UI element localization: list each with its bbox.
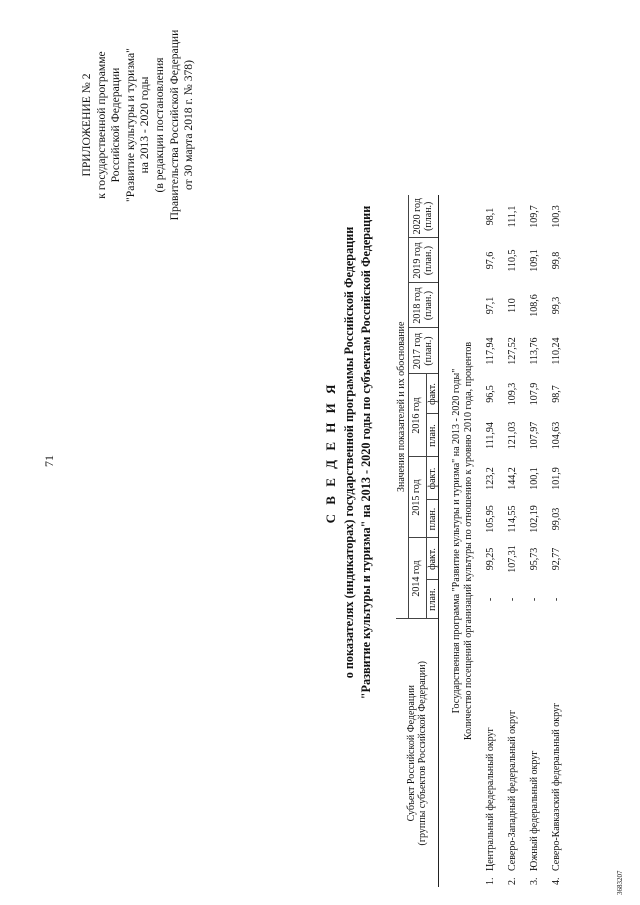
year-header: 2016 год (408, 374, 426, 457)
year-header: 2018 год (план.) (408, 283, 439, 328)
cell: 123,2 (485, 467, 497, 490)
cell: 144,2 (507, 467, 519, 490)
header-row-1 (396, 195, 408, 887)
year-header: 2017 год (план.) (408, 328, 439, 374)
appendix-line: Правительства Российской Федерации (167, 29, 181, 221)
cell: 107,31 (507, 545, 519, 573)
cell: 105,95 (485, 505, 497, 533)
appendix-line: Российской Федерации (109, 67, 123, 183)
row-subject: Южный федеральный округ (529, 750, 541, 871)
cell: - (485, 597, 497, 602)
cell: 107,9 (529, 382, 541, 406)
cell: 98,7 (551, 385, 563, 403)
plan-header: план. (426, 500, 439, 538)
values-header: Значения показателей и их обоснование (396, 195, 408, 619)
appendix-line: на 2013 - 2020 годы (138, 76, 152, 174)
cell: 114,55 (507, 505, 519, 533)
section-row (439, 195, 463, 887)
indicator-title: Количество посещений организаций культуры по отношению к уровню 2010 года, процентов (462, 341, 474, 741)
cell: 101,9 (551, 467, 563, 490)
cell: 97,1 (485, 296, 497, 315)
cell: 102,19 (529, 505, 541, 533)
document-title-line-2: "Развитие культуры и туризма" на 2013 - 2020 годы по субъектам Российской Федерации (359, 205, 373, 700)
appendix-line: от 30 марта 2018 г. № 378) (182, 60, 196, 190)
document-title-line-1: о показателях (индикаторах) государственной программы Российской Федерации (342, 226, 356, 679)
document-code: 3683207 (616, 870, 624, 895)
cell: 100,3 (551, 205, 563, 228)
cell: - (507, 597, 519, 602)
row-subject: Центральный федеральный округ (485, 727, 497, 871)
cell: - (529, 597, 541, 602)
row-subject: Северо-Кавказский федеральный округ (551, 702, 563, 871)
row-number: 1. (485, 877, 497, 885)
cell: 110,5 (507, 249, 519, 272)
row-number: 2. (507, 877, 519, 885)
page-number: 71 (42, 455, 56, 467)
indicator-row (463, 195, 481, 887)
cell: 99,03 (551, 507, 563, 531)
cell: 97,6 (485, 251, 497, 270)
cell: 99,25 (485, 547, 497, 571)
plan-header: план. (426, 580, 439, 619)
section-title: Государственная программа "Развитие культуры и туризма" на 2013 - 2020 годы" (451, 368, 462, 714)
year-header: 2020 год (план.) (408, 195, 439, 238)
fact-header: факт. (426, 457, 439, 500)
cell: 104,63 (551, 421, 563, 450)
cell: 121,03 (507, 421, 519, 450)
cell: 110,24 (551, 337, 563, 365)
row-subject: Северо-Западный федеральный округ (507, 710, 519, 871)
year-header: 2015 год (408, 457, 426, 538)
cell: 127,52 (507, 337, 519, 365)
cell: 95,73 (529, 547, 541, 571)
cell: 99,8 (551, 251, 563, 270)
row-number: 3. (529, 877, 541, 885)
appendix-line: "Развитие культуры и туризма" (123, 48, 137, 202)
appendix-line: ПРИЛОЖЕНИЕ № 2 (80, 73, 93, 177)
appendix-line: к государственной программе (94, 51, 108, 199)
plan-header: план. (426, 414, 439, 457)
cell: 99,3 (551, 296, 563, 315)
appendix-block (80, 5, 197, 245)
fact-header: факт. (426, 374, 439, 414)
cell: 111,1 (507, 205, 519, 228)
cell: 111,94 (485, 422, 497, 449)
cell: 107,97 (529, 421, 541, 450)
table-row (502, 195, 524, 887)
cell: 100,1 (529, 467, 541, 490)
indicators-table (396, 195, 568, 887)
year-header: 2019 год (план.) (408, 238, 439, 283)
cell: 92,77 (551, 547, 563, 571)
table-row (546, 195, 568, 887)
table-row (480, 195, 502, 887)
row-number: 4. (551, 877, 563, 885)
subject-header: Субъект Российской Федерации (группы субъектов Российской Федерации) (396, 619, 439, 887)
document-heading: С В Е Д Е Н И Я (323, 381, 338, 524)
cell: 98,1 (485, 207, 497, 226)
table-row (524, 195, 546, 887)
cell: 96,5 (485, 385, 497, 403)
appendix-line: (в редакции постановления (152, 57, 166, 193)
cell: 109,1 (529, 249, 541, 272)
cell: 117,94 (485, 337, 497, 365)
cell: 108,6 (529, 294, 541, 317)
cell: - (551, 597, 563, 602)
cell: 109,3 (507, 382, 519, 406)
cell: 109,7 (529, 205, 541, 228)
cell: 110 (507, 298, 519, 313)
year-header: 2014 год (408, 538, 426, 619)
fact-header: факт. (426, 538, 439, 580)
cell: 113,76 (529, 337, 541, 365)
